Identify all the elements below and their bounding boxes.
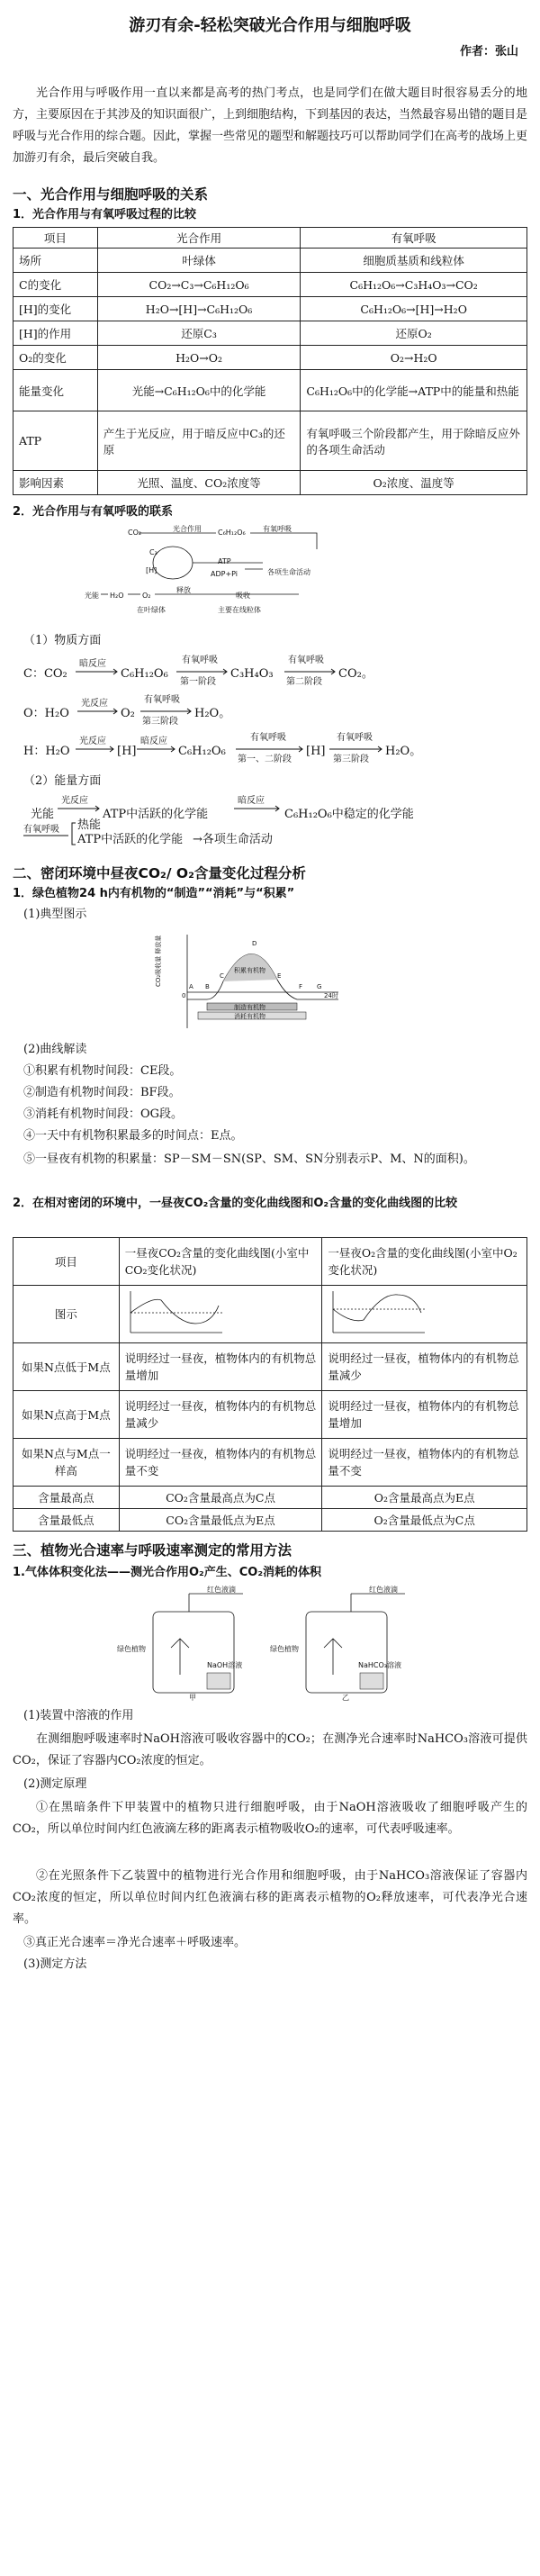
table-cell: 能量变化 xyxy=(14,370,98,411)
table-cell-o2-figure xyxy=(322,1286,527,1343)
diagram-co2: CO₂ xyxy=(128,529,142,537)
table-header: 一昼夜O₂含量的变化曲线图(小室中O₂变化状况) xyxy=(322,1238,527,1286)
diagram-photosynthesis: 光合作用 xyxy=(173,525,202,533)
material-title: （1）物质方面 xyxy=(23,634,102,647)
intro-paragraph: 光合作用与呼吸作用一直以来都是高考的热门考点，也是同学们在做大题目时很容易丢分的地方，主要原因在于其涉及的知识面很广，上到细胞结构，下到基因的表达，当然最容易出错的题目是呼吸与光合作用的综合题。因此，掌握一些常见的题型和解题技巧可以帮助同学们在高考的战场上更加游刃有余，最后突破自我。 xyxy=(13,86,528,165)
curve-item-5: ⑤一昼夜有机物的积累量：SP－SM－SN(SP、SM、SN分别表示P、M、N的面积)。 xyxy=(23,1152,475,1166)
eq-o-o2: O₂ xyxy=(121,707,135,720)
energy-heat: 热能 xyxy=(77,818,102,832)
eq-h-prefix: H：H₂O xyxy=(23,745,70,758)
relationship-diagram xyxy=(83,522,353,621)
table-cell: 含量最高点 xyxy=(14,1487,120,1509)
table-row xyxy=(14,1509,527,1532)
table-cell: 细胞质基质和线粒体 xyxy=(301,249,527,273)
co2-mini-graph xyxy=(125,1288,224,1336)
curve-item-1: ①积累有机物时间段：CE段。 xyxy=(23,1064,182,1078)
table-cell: O₂含量最高点为E点 xyxy=(322,1487,527,1509)
eq-c-prefix: C：CO₂ xyxy=(23,667,68,681)
graph-point-c: C xyxy=(220,972,224,980)
eq-c-glucose: C₆H₁₂O₆ xyxy=(121,667,168,681)
typical-graph xyxy=(155,927,342,1035)
graph-point-b: B xyxy=(205,983,210,990)
table-cell: 如果N点低于M点 xyxy=(14,1343,120,1391)
table-cell: 场所 xyxy=(14,249,98,273)
table-cell: H₂O→[H]→C₆H₁₂O₆ xyxy=(97,297,301,321)
diagram-chloroplast: 在叶绿体 xyxy=(137,606,166,614)
diagram-mitochondria: 主要在线粒体 xyxy=(218,606,261,614)
oxygen-equation xyxy=(23,693,293,729)
table-cell-co2-figure xyxy=(119,1286,322,1343)
diagram-adp: ADP+Pi xyxy=(211,570,238,578)
energy-atp: ATP中活跃的化学能 xyxy=(103,808,209,821)
eq-o-prefix: O：H₂O xyxy=(23,707,69,720)
apparatus-plant-2: 绿色植物 xyxy=(270,1645,299,1653)
table-row xyxy=(14,297,527,321)
energy-arrow-3: 有氧呼吸 xyxy=(23,825,59,835)
o2-mini-graph xyxy=(328,1288,427,1336)
table-cell: 光能→C₆H₁₂O₆中的化学能 xyxy=(97,370,301,411)
table-header: 项目 xyxy=(14,228,98,249)
graph-point-g: G xyxy=(317,983,322,990)
diagram-absorb: 吸收 xyxy=(236,592,250,600)
table-row xyxy=(14,1343,527,1391)
eq-c-pyruvate: C₃H₄O₃ xyxy=(230,667,274,681)
table-cell: C₆H₁₂O₆中的化学能→ATP中的能量和热能 xyxy=(301,370,527,411)
eq-h-arrow-4-bottom: 第三阶段 xyxy=(333,755,369,764)
table-row xyxy=(14,346,527,370)
graph-point-e: E xyxy=(277,972,282,980)
method-p1: (1)装置中溶液的作用 xyxy=(23,1709,134,1722)
curve-item-4: ④一天中有机物积累最多的时间点：E点。 xyxy=(23,1129,243,1143)
apparatus-drop-2: 红色液滴 xyxy=(369,1586,398,1594)
table-cell: O₂的变化 xyxy=(14,346,98,370)
co2-o2-table xyxy=(13,1237,527,1532)
energy-glucose: C₆H₁₂O₆中稳定的化学能 xyxy=(284,808,414,821)
diagram-light: 光能 xyxy=(85,592,99,600)
carbon-equation xyxy=(23,654,437,690)
energy-arrow-1: 光反应 xyxy=(61,796,88,806)
table-cell: 含量最低点 xyxy=(14,1509,120,1532)
table-cell: CO₂含量最低点为E点 xyxy=(119,1509,322,1532)
table-row xyxy=(14,471,527,495)
method-p3: (2)测定原理 xyxy=(23,1777,87,1791)
apparatus-figure xyxy=(99,1585,441,1702)
table-row xyxy=(14,273,527,297)
table-cell: 说明经过一昼夜，植物体内的有机物总量不变 xyxy=(322,1439,527,1487)
energy-atp-2: ATP中活跃的化学能 xyxy=(77,833,184,846)
section-1-title: 一、光合作用与细胞呼吸的关系 xyxy=(13,186,209,203)
table-cell: C₆H₁₂O₆→[H]→H₂O xyxy=(301,297,527,321)
method-p5: ②在光照条件下乙装置中的植物进行光合作用和细胞呼吸，由于NaHCO₃溶液保证了容器内CO₂浓度的恒定，所以单位时间内红色液滴右移的距离表示植物的O₂释放速率，可代表净光合速率。 xyxy=(13,1869,527,1926)
table-cell: 产生于光反应，用于暗反应中C₃的还原 xyxy=(97,411,301,471)
energy-arrow-2: 暗反应 xyxy=(238,796,265,806)
method-p7: (3)测定方法 xyxy=(23,1957,87,1971)
table-cell: O₂浓度、温度等 xyxy=(301,471,527,495)
graph-ylabel: CO₂吸收量 释放量 xyxy=(155,935,162,987)
table-cell: [H]的作用 xyxy=(14,321,98,346)
table-header: 项目 xyxy=(14,1238,120,1286)
curve-item-3: ③消耗有机物时间段：OG段。 xyxy=(23,1107,184,1121)
table-row xyxy=(14,1286,527,1343)
eq-h-h: [H] xyxy=(117,745,137,758)
graph-24h: 24时 xyxy=(324,992,338,999)
table-cell: 如果N点高于M点 xyxy=(14,1391,120,1439)
table-row xyxy=(14,321,527,346)
table-row xyxy=(14,249,527,273)
page-title: 游刃有余-轻松突破光合作用与细胞呼吸 xyxy=(129,16,411,35)
table-row xyxy=(14,1391,527,1439)
eq-c-arrow-2-top: 有氧呼吸 xyxy=(182,655,218,665)
table-cell: O₂含量最低点为C点 xyxy=(322,1509,527,1532)
table-cell: C的变化 xyxy=(14,273,98,297)
typical-figure-title: (1)典型图示 xyxy=(23,908,87,921)
table-cell: 如果N点与M点一样高 xyxy=(14,1439,120,1487)
eq-h-arrow-1: 光反应 xyxy=(79,737,106,746)
table-cell: [H]的变化 xyxy=(14,297,98,321)
energy-equation xyxy=(23,791,527,846)
table-header: 有氧呼吸 xyxy=(301,228,527,249)
section-2-sub-1: 1．绿色植物24 h内有机物的“制造”“消耗”与“积累” xyxy=(13,887,295,900)
table-cell: 有氧呼吸三个阶段都产生，用于除暗反应外的各项生命活动 xyxy=(301,411,527,471)
eq-o-arrow-2-top: 有氧呼吸 xyxy=(144,695,180,705)
table-cell: O₂→H₂O xyxy=(301,346,527,370)
graph-point-a: A xyxy=(189,983,194,990)
table-header-row xyxy=(14,228,527,249)
diagram-glucose: C₆H₁₂O₆ xyxy=(218,529,246,537)
method-p2: 在测细胞呼吸速率时NaOH溶液可吸收容器中的CO₂；在测净光合速率时NaHCO₃溶液可提供CO₂，保证了容器内CO₂浓度的恒定。 xyxy=(13,1732,527,1767)
energy-light: 光能 xyxy=(31,808,55,821)
diagram-h: [H] xyxy=(146,566,158,574)
table-cell: 还原O₂ xyxy=(301,321,527,346)
eq-c-arrow-1: 暗反应 xyxy=(79,659,106,669)
comparison-table xyxy=(13,227,527,495)
eq-h-glucose: C₆H₁₂O₆ xyxy=(178,745,226,758)
section-2-sub-2: 2．在相对密闭的环境中，一昼夜CO₂含量的变化曲线图和O₂含量的变化曲线图的比较 xyxy=(13,1197,458,1210)
eq-h-arrow-3-top: 有氧呼吸 xyxy=(250,733,286,743)
table-cell: CO₂含量最高点为C点 xyxy=(119,1487,322,1509)
eq-o-arrow-2-bottom: 第三阶段 xyxy=(142,717,178,727)
apparatus-drop-1: 红色液滴 xyxy=(207,1586,236,1594)
table-row xyxy=(14,1439,527,1487)
author: 作者：张山 xyxy=(459,45,518,59)
eq-h-arrow-2: 暗反应 xyxy=(140,737,167,746)
table-row xyxy=(14,370,527,411)
table-cell: 说明经过一昼夜，植物体内的有机物总量增加 xyxy=(119,1343,322,1391)
curve-item-2: ②制造有机物时间段：BF段。 xyxy=(23,1086,181,1099)
graph-point-f: F xyxy=(299,983,303,990)
table-cell: 说明经过一昼夜，植物体内的有机物总量增加 xyxy=(322,1391,527,1439)
table-header: 光合作用 xyxy=(97,228,301,249)
diagram-release: 释放 xyxy=(176,586,191,594)
eq-o-h2o: H₂O。 xyxy=(194,707,231,720)
curve-title: (2)曲线解读 xyxy=(23,1043,87,1056)
eq-h-arrow-4-top: 有氧呼吸 xyxy=(337,733,373,743)
apparatus-jia: 甲 xyxy=(189,1694,196,1702)
section-1-sub-1: 1．光合作用与有氧呼吸过程的比较 xyxy=(13,208,197,221)
graph-label-consume: 消耗有机物 xyxy=(234,1013,266,1020)
graph-label-accumulate: 积累有机物 xyxy=(234,967,266,974)
table-cell: 说明经过一昼夜，植物体内的有机物总量减少 xyxy=(119,1391,322,1439)
section-3-sub-1: 1.气体体积变化法——测光合作用O₂产生、CO₂消耗的体积 xyxy=(13,1566,322,1579)
table-header: 一昼夜CO₂含量的变化曲线图(小室中CO₂变化状况) xyxy=(119,1238,322,1286)
table-row xyxy=(14,1487,527,1509)
diagram-c3: C₃ xyxy=(149,548,158,556)
table-cell: 光照、温度、CO₂浓度等 xyxy=(97,471,301,495)
diagram-h2o: H₂O xyxy=(110,592,124,600)
diagram-atp: ATP xyxy=(218,557,231,565)
eq-o-arrow-1: 光反应 xyxy=(81,699,108,709)
table-row xyxy=(14,411,527,471)
eq-h-h2o: H₂O。 xyxy=(385,745,422,758)
apparatus-plant-1: 绿色植物 xyxy=(117,1645,146,1653)
table-cell: 说明经过一昼夜，植物体内的有机物总量减少 xyxy=(322,1343,527,1391)
table-cell: 叶绿体 xyxy=(97,249,301,273)
eq-c-arrow-3-top: 有氧呼吸 xyxy=(288,655,324,665)
apparatus-nahco3: NaHCO₃溶液 xyxy=(358,1661,401,1669)
eq-c-arrow-3-bottom: 第二阶段 xyxy=(286,677,322,687)
graph-label-make: 制造有机物 xyxy=(234,1004,266,1011)
diagram-activities: 各项生命活动 xyxy=(267,568,310,576)
apparatus-naoh: NaOH溶液 xyxy=(207,1661,243,1669)
section-2-title: 二、密闭环境中昼夜CO₂/ O₂含量变化过程分析 xyxy=(13,865,306,881)
table-cell: C₆H₁₂O₆→C₃H₄O₃→CO₂ xyxy=(301,273,527,297)
table-cell: 影响因素 xyxy=(14,471,98,495)
diagram-o2: O₂ xyxy=(142,592,151,600)
energy-title: （2）能量方面 xyxy=(23,774,102,788)
table-cell: 还原C₃ xyxy=(97,321,301,346)
table-cell: ATP xyxy=(14,411,98,471)
energy-activities: →各项生命活动 xyxy=(193,833,273,846)
method-p6: ③真正光合速率＝净光合速率＋呼吸速率。 xyxy=(23,1936,247,1949)
table-header-row xyxy=(14,1238,527,1286)
graph-origin: 0 xyxy=(182,992,186,999)
eq-c-co2: CO₂。 xyxy=(338,667,374,681)
apparatus-yi: 乙 xyxy=(342,1694,349,1702)
table-cell: H₂O→O₂ xyxy=(97,346,301,370)
section-3-title: 三、植物光合速率与呼吸速率测定的常用方法 xyxy=(13,1542,292,1559)
section-1-sub-2: 2．光合作用与有氧呼吸的联系 xyxy=(13,505,174,519)
method-p4: ①在黑暗条件下甲装置中的植物只进行细胞呼吸，由于NaOH溶液吸收了细胞呼吸产生的CO₂，所以单位时间内红色液滴左移的距离表示植物吸收O₂的速率，可代表呼吸速率。 xyxy=(13,1801,527,1836)
table-cell: CO₂→C₃→C₆H₁₂O₆ xyxy=(97,273,301,297)
graph-point-d: D xyxy=(252,940,257,947)
table-cell: 说明经过一昼夜，植物体内的有机物总量不变 xyxy=(119,1439,322,1487)
eq-c-arrow-2-bottom: 第一阶段 xyxy=(180,677,216,687)
eq-h-h-2: [H] xyxy=(306,745,326,758)
hydrogen-equation xyxy=(23,731,527,767)
eq-h-arrow-3-bottom: 第一、二阶段 xyxy=(238,755,292,764)
diagram-respiration: 有氧呼吸 xyxy=(263,525,292,533)
table-cell: 图示 xyxy=(14,1286,120,1343)
